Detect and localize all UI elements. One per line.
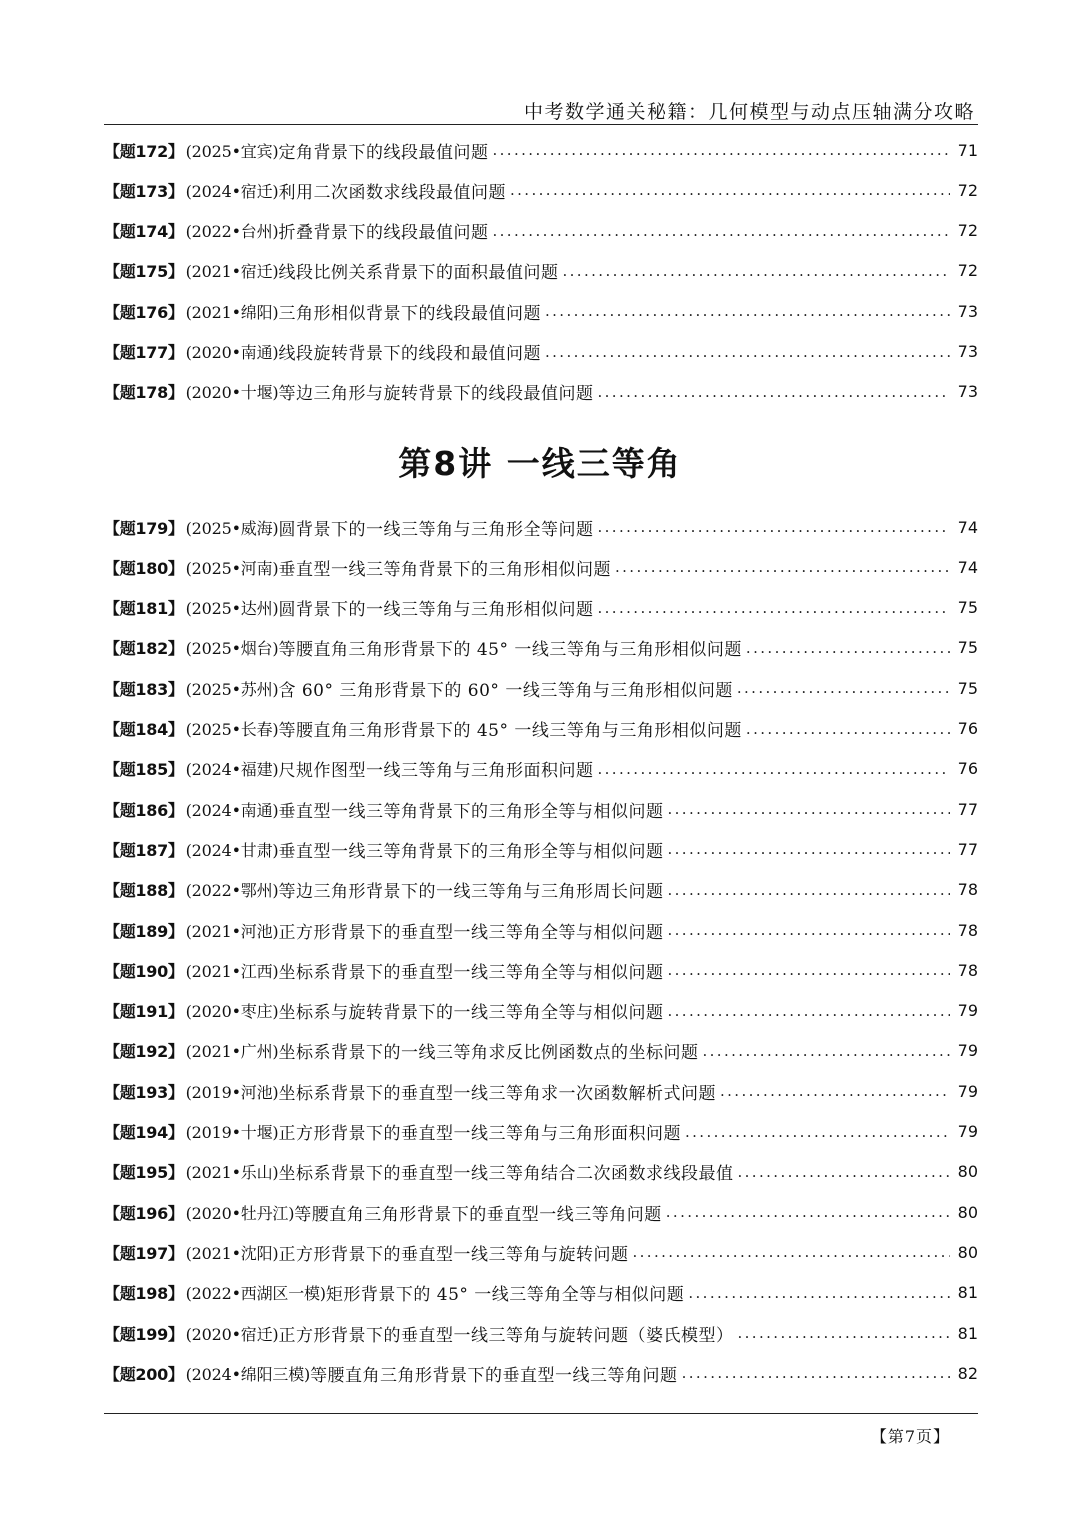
toc-entry-number: 【题189】 (104, 921, 184, 941)
toc-entry-source: (2021•宿迁) (185, 262, 279, 282)
toc-entry[interactable] (104, 1034, 978, 1068)
toc-entry-number: 【题193】 (104, 1082, 184, 1102)
toc-entry[interactable] (104, 994, 978, 1028)
toc-entry-leader-dots (667, 961, 950, 979)
toc-entry-number: 【题183】 (104, 679, 184, 699)
toc-entry-page: 74 (957, 557, 978, 577)
toc-entry[interactable] (104, 214, 978, 248)
toc-entry[interactable] (104, 1115, 978, 1149)
toc-entry-title: 坐标系与旋转背景下的一线三等角全等与相似问题 (278, 1003, 664, 1024)
toc-entry-page: 72 (957, 261, 978, 281)
toc-entry-title: 坐标系背景下的垂直型一线三等角求一次函数解析式问题 (278, 1083, 716, 1104)
toc-entry-number: 【题176】 (104, 302, 184, 322)
toc-entry[interactable] (104, 173, 978, 207)
toc-entry-leader-dots (632, 1243, 950, 1261)
toc-entry[interactable] (104, 375, 978, 409)
toc-entry-page: 75 (957, 638, 978, 658)
toc-entry-page: 73 (957, 382, 978, 402)
toc-entry-title: 定角背景下的线段最值问题 (278, 142, 489, 163)
toc-entry-source: (2021•广州) (185, 1042, 279, 1062)
toc-entry-page: 80 (957, 1162, 978, 1182)
toc-entry[interactable] (104, 953, 978, 987)
toc-entry[interactable] (104, 1074, 978, 1108)
toc-entry-leader-dots (597, 760, 950, 778)
toc-entry-title: 三角形相似背景下的线段最值问题 (278, 303, 541, 324)
toc-entry-leader-dots (720, 1082, 950, 1100)
toc-entry-title: 矩形背景下的 45° 一线三等角全等与相似问题 (325, 1285, 685, 1306)
toc-entry-leader-dots (737, 679, 950, 697)
toc-entry-title: 等腰直角三角形背景下的垂直型一线三等角问题 (294, 1204, 662, 1225)
toc-entry-page: 79 (957, 1081, 978, 1101)
toc-entry-page: 80 (957, 1202, 978, 1222)
toc-entry-leader-dots (682, 1364, 950, 1382)
toc-entry-number: 【题187】 (104, 840, 184, 860)
toc-entry-title: 线段比例关系背景下的面积最值问题 (278, 263, 559, 284)
toc-entry[interactable] (104, 1195, 978, 1229)
toc-entry[interactable] (104, 792, 978, 826)
toc-entry-number: 【题172】 (104, 141, 184, 161)
toc-entry-leader-dots (667, 1002, 950, 1020)
toc-entry-number: 【题188】 (104, 881, 184, 901)
toc-entry-page: 73 (957, 301, 978, 321)
toc-entry-source: (2024•福建) (185, 760, 279, 780)
toc-entry-source: (2021•乐山) (185, 1163, 279, 1183)
toc-entry-title: 含 60° 三角形背景下的 60° 一线三等角与三角形相似问题 (278, 680, 733, 701)
toc-entry-number: 【题185】 (104, 760, 184, 780)
toc-entry[interactable] (104, 913, 978, 947)
toc-entry[interactable] (104, 335, 978, 369)
toc-entry-number: 【题186】 (104, 800, 184, 820)
toc-entry[interactable] (104, 294, 978, 328)
toc-entry-title: 坐标系背景下的一线三等角求反比例函数点的坐标问题 (278, 1043, 699, 1064)
toc-entry-number: 【题192】 (104, 1042, 184, 1062)
toc-entry-page: 82 (957, 1363, 978, 1383)
toc-entry-page: 76 (957, 759, 978, 779)
toc-entry-leader-dots (667, 921, 950, 939)
toc-entry-leader-dots (702, 1042, 950, 1060)
toc-entry-source: (2025•达州) (185, 599, 279, 619)
toc-entry-leader-dots (685, 1123, 950, 1141)
toc-entry[interactable] (104, 133, 978, 167)
toc-entry-title: 尺规作图型一线三等角与三角形面积问题 (278, 761, 594, 782)
toc-entry-source: (2022•西湖区一模) (185, 1284, 326, 1304)
toc-entry-leader-dots (510, 181, 950, 199)
toc-entry-source: (2025•河南) (185, 558, 279, 578)
toc-entry-source: (2022•台州) (185, 222, 279, 242)
toc-entry-number: 【题191】 (104, 1002, 184, 1022)
toc-entry-title: 等腰直角三角形背景下的 45° 一线三等角与三角形相似问题 (278, 721, 742, 741)
toc-entry-title: 垂直型一线三等角背景下的三角形全等与相似问题 (278, 801, 664, 822)
toc-entry-page: 79 (957, 1001, 978, 1021)
toc-entry-title: 垂直型一线三等角背景下的三角形相似问题 (278, 559, 611, 580)
toc-entry[interactable] (104, 1276, 978, 1310)
toc-entry-source: (2021•江西) (185, 961, 279, 981)
toc-entry-source: (2024•绵阳三模) (185, 1364, 311, 1384)
toc-entry[interactable] (104, 591, 978, 625)
toc-entry[interactable] (104, 832, 978, 866)
toc-entry-number: 【题180】 (104, 558, 184, 578)
toc-entry-leader-dots (615, 558, 950, 576)
toc-entry-number: 【题199】 (104, 1324, 184, 1344)
toc-entry-number: 【题195】 (104, 1163, 184, 1183)
toc-entry-page: 73 (957, 342, 978, 361)
toc-entry[interactable] (104, 671, 978, 705)
toc-entry-leader-dots (492, 222, 950, 240)
toc-entry-title: 正方形背景下的垂直型一线三等角与旋转问题（婆氏模型） (278, 1325, 734, 1346)
toc-entry-source: (2020•枣庄) (185, 1002, 279, 1022)
toc-entry-page: 75 (957, 598, 978, 618)
toc-entry-leader-dots (667, 881, 950, 899)
toc-entry-number: 【题174】 (104, 222, 184, 242)
toc-entry-source: (2020•牡丹江) (185, 1203, 295, 1223)
toc-entry-source: (2025•苏州) (185, 679, 279, 699)
toc-entry-page: 81 (957, 1283, 978, 1303)
toc-entry-leader-dots (667, 800, 950, 818)
toc-entry-leader-dots (667, 840, 950, 858)
toc-entry[interactable] (104, 752, 978, 786)
toc-entry-source: (2024•甘肃) (185, 840, 279, 860)
toc-entry-leader-dots (746, 639, 950, 657)
toc-entry-page: 80 (957, 1242, 978, 1262)
toc-entry-source: (2025•宜宾) (185, 141, 279, 161)
toc-entry-source: (2024•南通) (185, 800, 279, 820)
toc-entry-page: 72 (957, 180, 978, 200)
toc-entry-title: 利用二次函数求线段最值问题 (278, 182, 506, 203)
toc-entry-number: 【题178】 (104, 383, 184, 403)
toc-entry-title: 折叠背景下的线段最值问题 (278, 223, 489, 244)
toc-entry-page: 74 (957, 517, 978, 537)
toc-entry-source: (2020•十堰) (185, 383, 279, 403)
toc-entry-leader-dots (597, 518, 950, 536)
toc-entry-title: 正方形背景下的垂直型一线三等角与三角形面积问题 (278, 1124, 681, 1144)
toc-entry-leader-dots (597, 383, 950, 401)
toc-entry-number: 【题182】 (104, 639, 184, 659)
toc-entry-number: 【题175】 (104, 262, 184, 282)
toc-entry[interactable] (104, 1316, 978, 1350)
toc-entry-leader-dots (666, 1203, 950, 1221)
toc-entry[interactable] (104, 873, 978, 907)
toc-entry[interactable] (104, 510, 978, 544)
toc-entry-number: 【题197】 (104, 1243, 184, 1263)
toc-entry-number: 【题177】 (104, 343, 184, 362)
toc-entry-source: (2025•烟台) (185, 639, 279, 659)
toc-entry-page: 76 (957, 719, 978, 738)
toc-entry-source: (2022•鄂州) (185, 881, 279, 901)
toc-entry-page: 75 (957, 678, 978, 698)
toc-entry-leader-dots (562, 262, 950, 280)
toc-entry-number: 【题196】 (104, 1203, 184, 1223)
toc-entry-page: 78 (957, 920, 978, 940)
toc-entry[interactable] (104, 550, 978, 584)
toc-entry-number: 【题190】 (104, 961, 184, 981)
toc-entry-leader-dots (545, 302, 950, 320)
toc-entry-leader-dots (597, 599, 950, 617)
toc-entry-page: 79 (957, 1041, 978, 1061)
toc-entry-source: (2021•绵阳) (185, 302, 279, 322)
toc-entry-page: 81 (957, 1323, 978, 1343)
toc-entry-leader-dots (688, 1284, 950, 1302)
footer-divider (104, 1413, 978, 1414)
toc-entry-source: (2021•沈阳) (185, 1243, 279, 1263)
toc-entry-page: 77 (957, 799, 978, 819)
toc-entry-number: 【题184】 (104, 720, 184, 739)
toc-entry-number: 【题198】 (104, 1284, 184, 1304)
toc-entry-title: 圆背景下的一线三等角与三角形相似问题 (278, 600, 594, 621)
toc-entry-title: 等边三角形与旋转背景下的线段最值问题 (278, 384, 594, 405)
toc-entry-source: (2021•河池) (185, 921, 279, 941)
toc-entry-page: 78 (957, 880, 978, 900)
toc-entry-page: 72 (957, 221, 978, 241)
toc-entry-source: (2020•南通) (185, 343, 279, 362)
toc-entry-source: (2019•河池) (185, 1082, 279, 1102)
toc-entry-source: (2025•威海) (185, 518, 279, 538)
toc-entry-title: 线段旋转背景下的线段和最值问题 (278, 344, 541, 364)
toc-entry-source: (2020•宿迁) (185, 1324, 279, 1344)
toc-entry[interactable] (104, 254, 978, 288)
toc-entry-number: 【题194】 (104, 1123, 184, 1142)
toc-entry-source: (2024•宿迁) (185, 181, 279, 201)
toc-entry-page: 77 (957, 839, 978, 859)
toc-entry-page: 78 (957, 960, 978, 980)
toc-entry-title: 等腰直角三角形背景下的垂直型一线三等角问题 (310, 1365, 678, 1386)
toc-entry-leader-dots (545, 343, 950, 361)
toc-entry-source: (2019•十堰) (185, 1123, 279, 1142)
toc-entry-page: 71 (957, 140, 978, 160)
toc-entry-number: 【题200】 (104, 1364, 184, 1384)
toc-entry-number: 【题179】 (104, 518, 184, 538)
toc-entry-title: 垂直型一线三等角背景下的三角形全等与相似问题 (278, 841, 664, 862)
page-number: 【第7页】 (870, 1427, 950, 1446)
toc-entry-title: 坐标系背景下的垂直型一线三等角全等与相似问题 (278, 962, 664, 983)
book-title: 中考数学通关秘籍：几何模型与动点压轴满分攻略 (523, 101, 975, 123)
toc-entry[interactable] (104, 712, 978, 746)
toc-entry-leader-dots (746, 720, 950, 738)
toc-entry[interactable] (104, 1235, 978, 1269)
toc-entry-title: 等边三角形背景下的一线三等角与三角形周长问题 (278, 882, 664, 903)
toc-entry-number: 【题173】 (104, 181, 184, 201)
toc-entry[interactable] (104, 1155, 978, 1189)
toc-entry-page: 79 (957, 1122, 978, 1141)
toc-entry-title: 正方形背景下的垂直型一线三等角与旋转问题 (278, 1244, 629, 1265)
toc-entry-number: 【题181】 (104, 599, 184, 619)
toc-entry-title: 圆背景下的一线三等角与三角形全等问题 (278, 519, 594, 540)
toc-entry[interactable] (104, 631, 978, 665)
toc-entry-title: 等腰直角三角形背景下的 45° 一线三等角与三角形相似问题 (278, 640, 742, 661)
toc-entry[interactable] (104, 1356, 978, 1390)
toc-entry-title: 坐标系背景下的垂直型一线三等角结合二次函数求线段最值 (278, 1164, 734, 1185)
toc-entry-leader-dots (492, 141, 950, 159)
toc-entry-title: 正方形背景下的垂直型一线三等角全等与相似问题 (278, 922, 664, 943)
toc-entry-leader-dots (737, 1324, 950, 1342)
toc-entry-leader-dots (737, 1163, 950, 1181)
toc-entry-source: (2025•长春) (185, 720, 279, 739)
header-divider (104, 124, 978, 125)
section-heading: 第8讲 一线三等角 (398, 444, 682, 483)
